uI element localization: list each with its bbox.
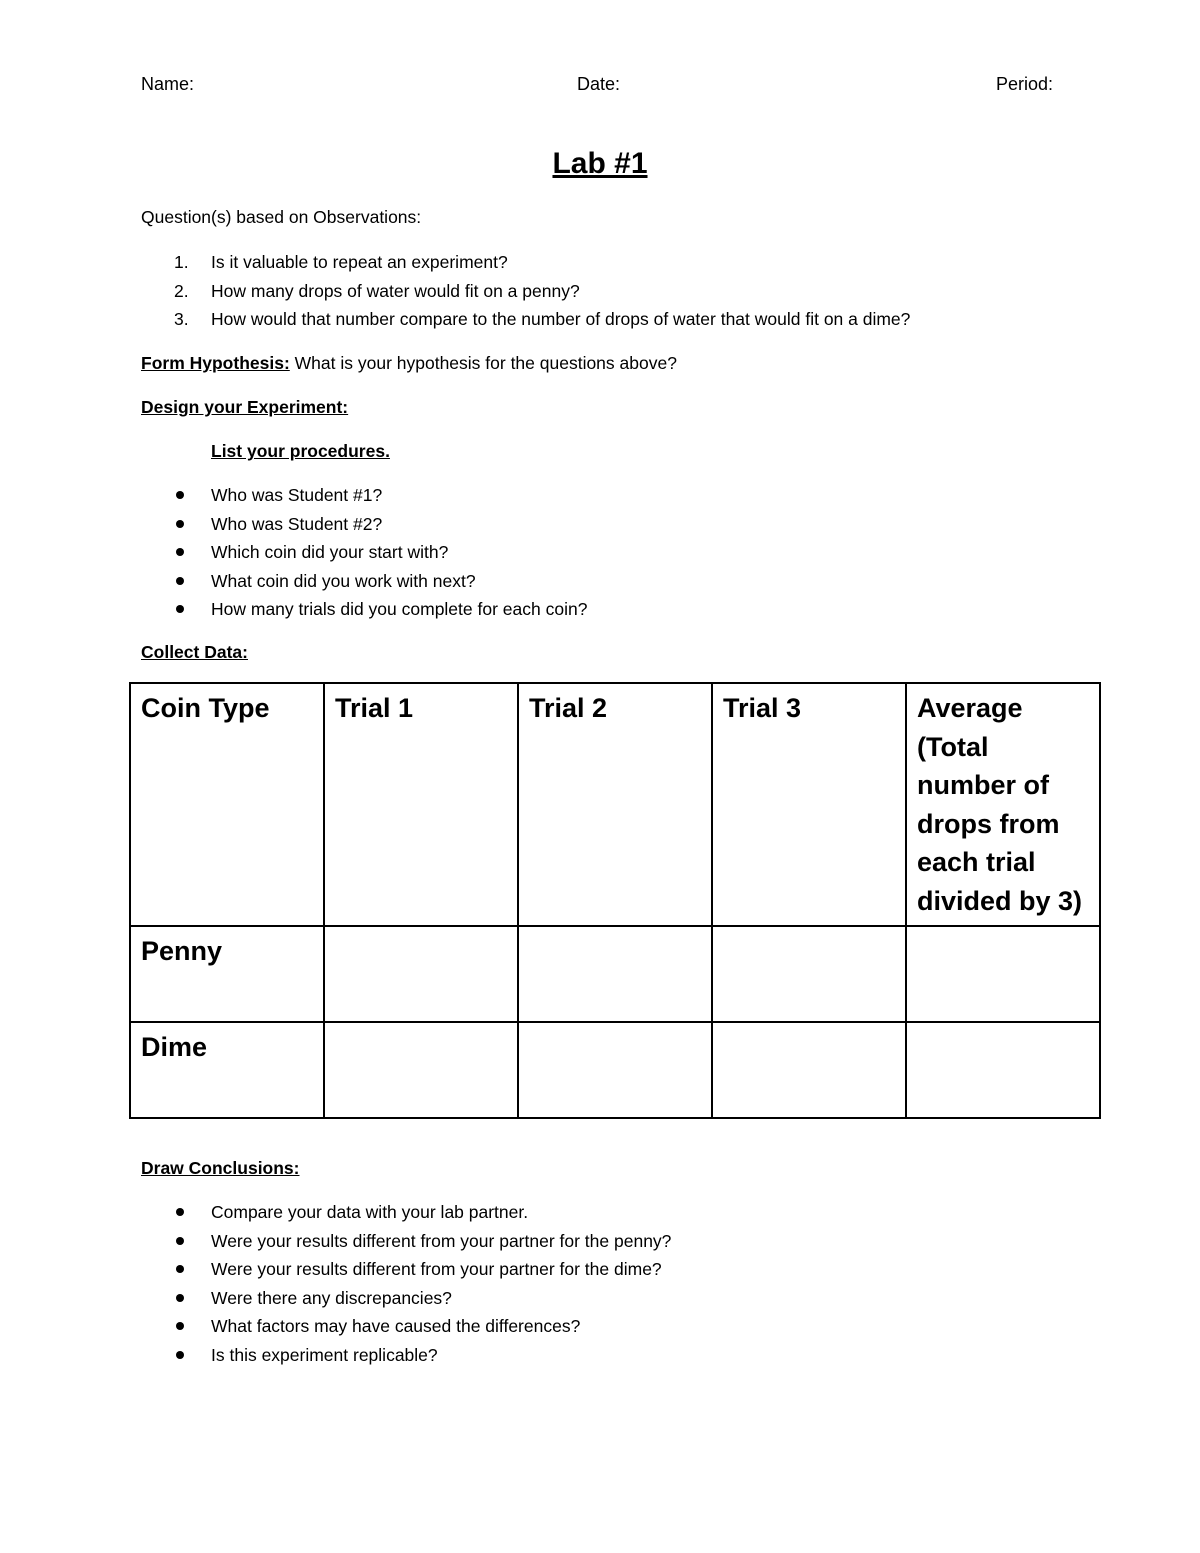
design-list xyxy=(141,483,587,626)
data-table xyxy=(129,682,1101,1119)
item-text: Who was Student #2? xyxy=(211,513,383,534)
list-item xyxy=(141,1314,671,1343)
questions-list xyxy=(141,250,910,336)
item-text: How many trials did you complete for each coin? xyxy=(211,599,588,619)
table-cell[interactable] xyxy=(906,1022,1100,1118)
hypothesis-label: Form Hypothesis: xyxy=(141,353,290,373)
bullet-icon xyxy=(176,1237,184,1245)
list-item xyxy=(141,597,587,626)
page-title: Lab #1 xyxy=(552,147,648,180)
item-text: How many drops of water would fit on a penny? xyxy=(211,280,580,301)
item-number: 1. xyxy=(174,252,189,272)
list-item xyxy=(141,1229,671,1258)
conclusions-list xyxy=(141,1200,671,1371)
item-text: What coin did you work with next? xyxy=(211,570,476,591)
table-row xyxy=(130,926,1100,1022)
name-label: Name: xyxy=(141,74,195,94)
period-label: Period: xyxy=(996,74,1054,94)
item-text: Compare your data with your lab partner. xyxy=(211,1202,529,1222)
bullet-icon xyxy=(176,1322,184,1330)
list-item xyxy=(141,279,910,308)
bullet-icon xyxy=(176,1208,184,1216)
item-text: How would that number compare to the number of drops of water that would fit on a dime? xyxy=(211,309,911,329)
table-header-row xyxy=(130,683,1100,926)
list-item xyxy=(141,1286,671,1315)
procedures-label: List your procedures. xyxy=(211,441,390,461)
item-text: Is it valuable to repeat an experiment? xyxy=(211,252,508,272)
conclusions-heading: Draw Conclusions: xyxy=(141,1158,300,1178)
bullet-icon xyxy=(176,1294,184,1302)
bullet-icon xyxy=(176,548,184,556)
table-cell[interactable] xyxy=(324,926,518,1022)
bullet-icon xyxy=(176,491,184,499)
bullet-icon xyxy=(176,1351,184,1359)
table-header-cell: Trial 1 xyxy=(324,683,518,926)
list-item xyxy=(141,307,910,336)
design-heading: Design your Experiment: xyxy=(141,397,349,417)
bullet-icon xyxy=(176,577,184,585)
table-cell[interactable] xyxy=(712,926,906,1022)
item-number: 2. xyxy=(174,280,189,301)
item-text: Were your results different from your partner for the dime? xyxy=(211,1259,662,1279)
item-number: 3. xyxy=(174,309,189,329)
bullet-icon xyxy=(176,520,184,528)
table-row xyxy=(130,1022,1100,1118)
item-text: Is this experiment replicable? xyxy=(211,1344,438,1365)
item-text: Were there any discrepancies? xyxy=(211,1287,452,1308)
table-row-label: Penny xyxy=(130,926,324,1022)
collect-heading: Collect Data: xyxy=(141,642,248,662)
table-header-cell: Average (Total number of drops from each trial divided by 3) xyxy=(906,683,1100,926)
table-header-cell: Coin Type xyxy=(130,683,324,926)
list-item xyxy=(141,1200,671,1229)
table-row-label: Dime xyxy=(130,1022,324,1118)
table-cell[interactable] xyxy=(712,1022,906,1118)
date-label: Date: xyxy=(577,74,621,94)
bullet-icon xyxy=(176,605,184,613)
table-header-cell: Trial 3 xyxy=(712,683,906,926)
list-item xyxy=(141,483,587,512)
table-cell[interactable] xyxy=(518,1022,712,1118)
questions-heading: Question(s) based on Observations: xyxy=(141,207,422,227)
list-item xyxy=(141,540,587,569)
list-item xyxy=(141,1257,671,1286)
list-item xyxy=(141,569,587,598)
list-item xyxy=(141,1343,671,1372)
table-cell[interactable] xyxy=(906,926,1100,1022)
hypothesis-text: What is your hypothesis for the questions above? xyxy=(289,353,677,373)
table-cell[interactable] xyxy=(518,926,712,1022)
item-text: Who was Student #1? xyxy=(211,485,383,505)
hypothesis-line xyxy=(141,353,677,374)
table-cell[interactable] xyxy=(324,1022,518,1118)
bullet-icon xyxy=(176,1265,184,1273)
list-item xyxy=(141,512,587,541)
table-header-cell: Trial 2 xyxy=(518,683,712,926)
item-text: Were your results different from your partner for the penny? xyxy=(211,1230,672,1251)
item-text: Which coin did your start with? xyxy=(211,542,449,562)
item-text: What factors may have caused the differences? xyxy=(211,1316,581,1336)
list-item xyxy=(141,250,910,279)
